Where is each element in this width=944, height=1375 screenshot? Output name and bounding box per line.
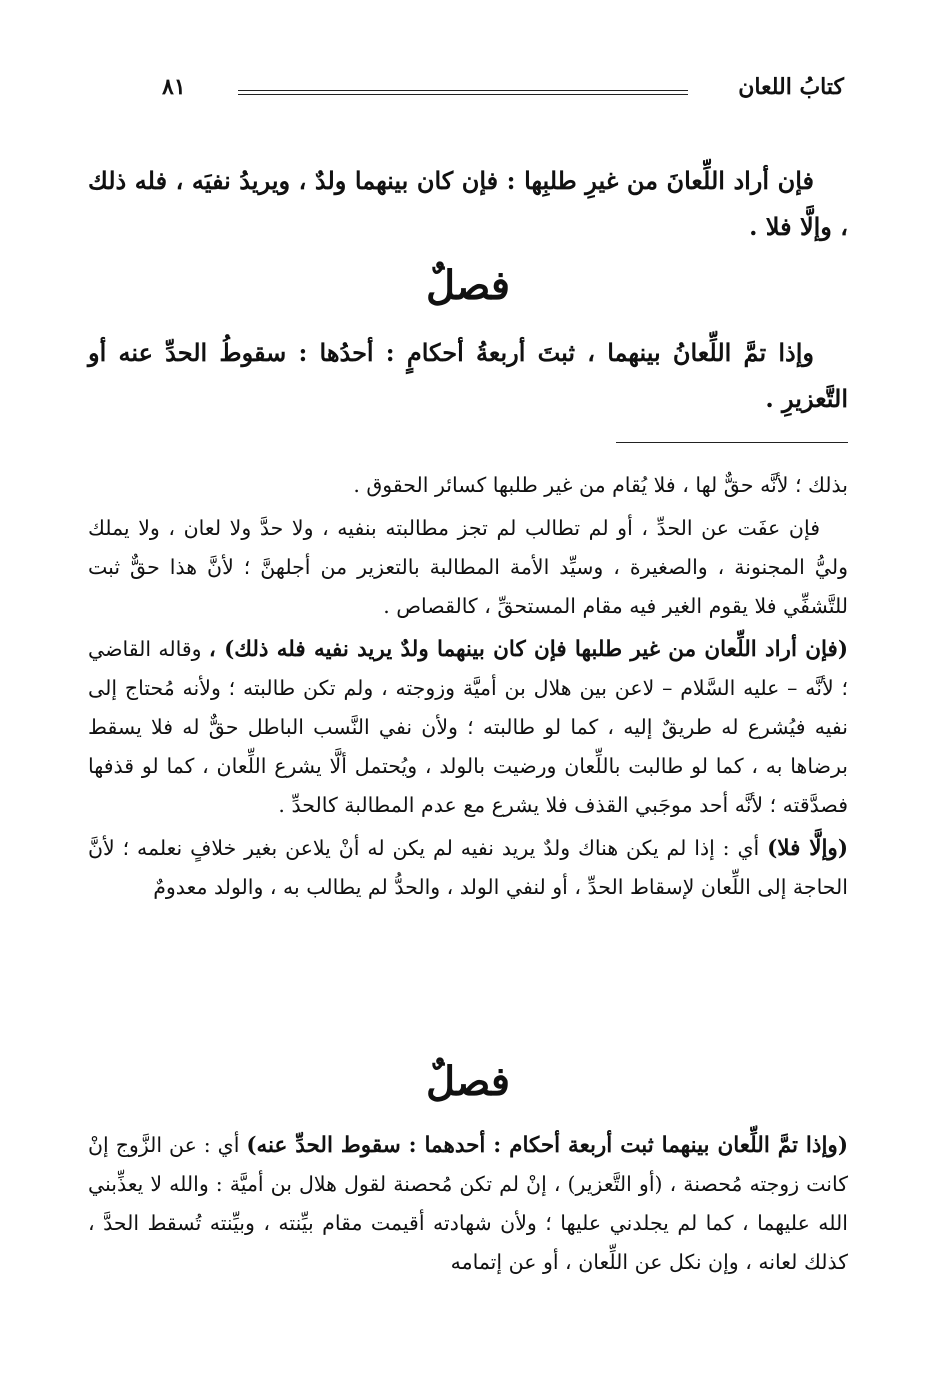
matn-paragraph-2 (88, 330, 848, 422)
commentary-block-2 (88, 1126, 848, 1286)
commentary-text: أي : عن الزَّوج إنْ كانت زوجته مُحصنة ، (أو التَّعزير) ، إنْ لم تكن مُحصنة لقول هلال بن أميَّة : والله لا يعذِّبني الله عليهما ، كما لم يجلدني عليها ؛ ولأن شهادته أقيمت مقام بيِّنته ، وبيِّنته تُسقط الحدَّ ، كذلك لعانه ، وإن نكل عن اللِّعان ، أو عن إتمامه (88, 1133, 848, 1274)
commentary-paragraph: بذلك ؛ لأنَّه حقٌّ لها ، فلا يُقام من غير طلبها كسائر الحقوق . (353, 473, 848, 497)
quoted-matn: (وإذا تمَّ اللِّعان بينهما ثبت أربعة أحكام : أحدهما : سقوط الحدِّ عنه) (246, 1133, 848, 1158)
commentary-block-1 (88, 466, 848, 911)
quoted-matn: (وإلَّا فلا) (767, 836, 848, 861)
section-heading-fasl: فصلٌ (425, 1058, 511, 1105)
section-heading-fasl: فصلٌ (425, 262, 511, 309)
footnote-separator (616, 442, 848, 443)
commentary-paragraph (88, 1126, 848, 1282)
commentary-paragraph (88, 829, 848, 907)
header-rule (238, 90, 688, 95)
commentary-text: أي : إذا لم يكن هناك ولدٌ يريد نفيه لم يكن له أنْ يلاعن بغير خلافٍ نعلمه ؛ لأنَّ الحاجة إلى اللِّعان لإسقاط الحدِّ ، أو لنفي الولد ، والحدُّ لم يطالب به ، والولد معدومٌ (88, 836, 848, 899)
commentary-paragraph (88, 630, 848, 825)
commentary-paragraph: فإن عفَت عن الحدِّ ، أو لم تطالب لم تجز مطالبته بنفيه ، ولا حدَّ ولا لعان ، ولا يملك وليُّ المجنونة ، والصغيرة ، وسيِّد الأمة المطالبة بالتعزير من أجلهنَّ ؛ لأنَّ هذا حقٌّ ثبت للتَّشفِّي فلا يقوم الغير فيه مقام المستحقِّ ، كالقصاص . (88, 516, 848, 618)
matn-paragraph-1 (88, 158, 848, 250)
quoted-matn: (فإن أراد اللِّعان من غير طلبها فإن كان بينهما ولدٌ يريد نفيه فله ذلك) ، (208, 637, 848, 662)
page-number: ٨١ (162, 74, 186, 100)
chapter-title: كتابُ اللعان (738, 74, 844, 100)
commentary-text: وقاله القاضي ؛ لأنَّه – عليه السَّلام – لاعن بين هلال بن أميَّة وزوجته ، ولم تكن طالبته ؛ ولأنه مُحتاج إلى نفيه فيُشرع له طريقٌ إليه ، كما لو طالبته ؛ ولأن نفي النَّسب الباطل حقٌّ له فلا يسقط برضاها به ، كما لو طالبت باللِّعان ورضيت بالولد ، ويُحتمل ألَّا يشرع اللِّعان ، كما لو قذفها فصدَّقته ؛ لأنَّه أحد موجَبي القذف فلا يشرع مع عدم المطالبة كالحدِّ . (88, 637, 848, 817)
matn-text: وإذا تمَّ اللِّعانُ بينهما ، ثبتَ أربعةُ أحكامٍ : أحدُها : سقوطُ الحدِّ عنه أو التَّعزيرِ . (88, 338, 848, 413)
matn-text: فإن أراد اللِّعانَ من غيرِ طلبِها : فإن كان بينهما ولدٌ ، ويريدُ نفيَه ، فله ذلك ، وإلَّا فلا . (88, 166, 848, 241)
running-header (88, 74, 848, 108)
book-page (88, 0, 848, 1375)
